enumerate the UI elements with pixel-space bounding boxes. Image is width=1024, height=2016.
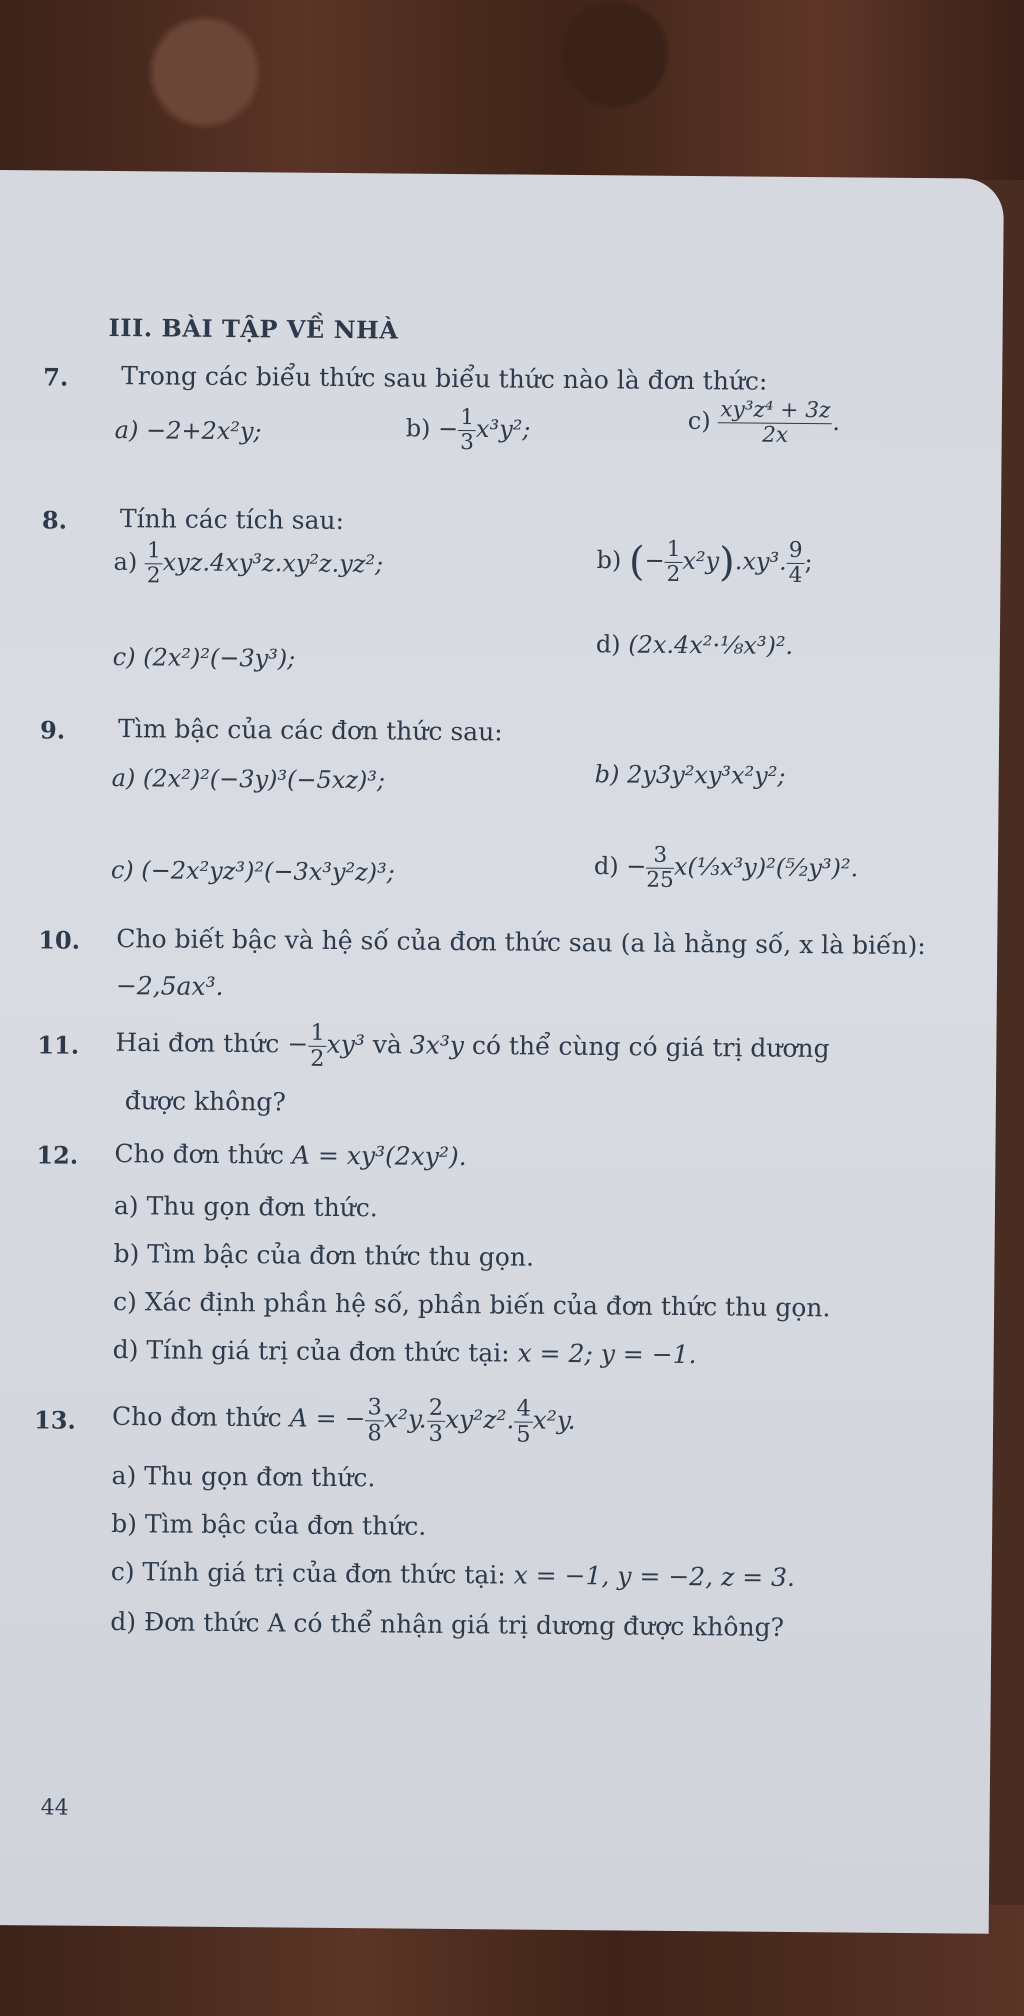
ex12-number: 12. [36, 1140, 79, 1170]
ex13-item-d: d) Đơn thức A có thể nhận giá trị dương được không? [110, 1607, 785, 1642]
ex10-text: Cho biết bậc và hệ số của đơn thức sau (a là hằng số, x là biến): [116, 924, 926, 961]
ex7-option-a: a) −2+2x²y; [114, 416, 262, 446]
ex9-option-c: c) (−2x²yz³)²(−3x³y²z)³; [110, 855, 395, 887]
ex13-item-a: a) Thu gọn đơn thức. [111, 1461, 376, 1493]
ex12-item-a: a) Thu gọn đơn thức. [113, 1191, 378, 1223]
ex10-expression: −2,5ax³. [115, 971, 224, 1001]
ex11-number: 11. [37, 1030, 80, 1060]
ex9-number: 9. [39, 715, 66, 745]
ex7-option-c: c) $\frac{\text{xy³z⁴ + 3z}}{2x}$ . [687, 397, 841, 448]
ex13-item-b: b) Tìm bậc của đơn thức. [111, 1509, 427, 1541]
ex12-item-b: b) Tìm bậc của đơn thức thu gọn. [113, 1239, 535, 1272]
section-title: III. BÀI TẬP VỀ NHÀ [108, 312, 399, 345]
table-background-top [0, 0, 1024, 180]
ex13-number: 13. [33, 1405, 76, 1435]
ex7-option-b: b) − $\frac{1}{3}$ x³y²; [405, 405, 531, 455]
textbook-page [0, 170, 1004, 1934]
ex9-option-b: b) 2y3y²xy³x²y²; [594, 760, 786, 790]
ex9-text: Tìm bậc của các đơn thức sau: [118, 714, 503, 747]
ex9-option-d: d) − $\frac{3}{25}$ x(⅓x³y)²(⁵⁄₂y³)². [593, 842, 859, 893]
ex9-option-a: a) (2x²)²(−3y)³(−5xz)³; [111, 763, 386, 795]
ex12-item-c: c) Xác định phần hệ số, phần biến của đơn thức thu gọn. [113, 1287, 831, 1323]
ex12-item-d: d) Tính giá trị của đơn thức tại: x = 2; y = −1. [112, 1335, 697, 1370]
ex8-text: Tính các tích sau: [119, 504, 345, 536]
ex13-item-c: c) Tính giá trị của đơn thức tại: x = −1, y = −2, z = 3. [110, 1557, 796, 1592]
ex8-option-a: a) $\frac{1}{2}$ xyz.4xy³z.xy²z.yz²; [113, 538, 384, 589]
ex8-option-b: b) (− $\frac{1}{2}$ x²y).xy³. $\frac{9}{4}$ ; [596, 536, 813, 588]
ex8-option-d: d) (2x.4x²·⅛x³)². [595, 630, 794, 660]
ex7-number: 7. [43, 362, 69, 392]
ex13-text: Cho đơn thức A = − $\frac{3}{8}$ x²y. $\frac{2}{3}$ xy²z². $\frac{4}{5}$ x²y. [112, 1394, 576, 1448]
ex12-text: Cho đơn thức A = xy³(2xy²). [114, 1139, 467, 1172]
ex11-line2: được không? [124, 1086, 286, 1117]
ex7-text: Trong các biểu thức sau biểu thức nào là đơn thức: [121, 361, 768, 396]
ex11-line1: Hai đơn thức − $\frac{1}{2}$ xy³ và 3x³y có thể cùng có giá trị dương [115, 1019, 830, 1072]
ex8-number: 8. [41, 505, 68, 535]
ex10-number: 10. [38, 925, 81, 955]
ex8-option-c: c) (2x²)²(−3y³); [112, 643, 296, 673]
page-number: 44 [40, 1795, 69, 1821]
